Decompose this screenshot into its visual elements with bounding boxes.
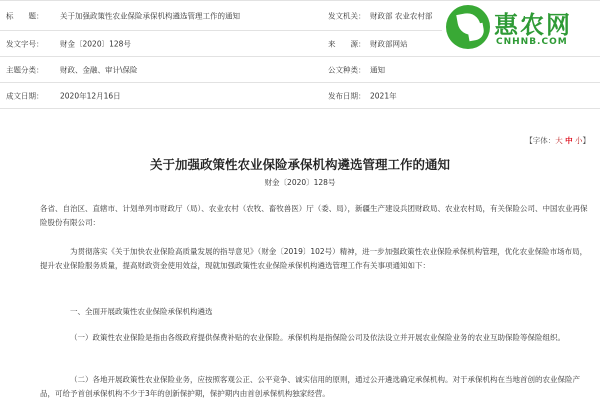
font-size-switcher bbox=[525, 135, 590, 146]
meta-label: 标 题： bbox=[6, 11, 44, 20]
leaf-icon bbox=[446, 5, 490, 49]
font-size-label: 【字体： bbox=[525, 136, 556, 145]
meta-row-dates bbox=[0, 83, 600, 109]
meta-label: 发文机关： bbox=[328, 11, 366, 20]
meta-label: 主题分类： bbox=[6, 65, 44, 74]
document-number: 财金〔2020〕128号 bbox=[264, 178, 336, 187]
meta-value-number: 财金〔2020〕128号 bbox=[60, 39, 131, 48]
logo-url: CNHNB.COM bbox=[496, 37, 568, 47]
meta-value-source: 财政部网站 bbox=[370, 39, 408, 48]
meta-label: 发布日期： bbox=[328, 91, 366, 100]
addressee-paragraph: 各省、自治区、直辖市、计划单列市财政厅（局）、农业农村（农牧、畜牧兽医）厅（委、局），新疆生产建设兵团财政局、农业农村局，有关保险公司、中国农业再保险股份有限公司： bbox=[40, 204, 588, 227]
cnhnb-logo bbox=[442, 2, 600, 52]
document-title: 关于加强政策性农业保险承保机构遴选管理工作的通知 bbox=[149, 157, 450, 172]
meta-value-category: 财政、金融、审计\保险 bbox=[60, 65, 138, 74]
meta-value-publish-date: 2021年 bbox=[370, 91, 397, 100]
meta-value-written-date: 2020年12月16日 bbox=[60, 91, 121, 100]
font-size-medium-link[interactable]: 中 bbox=[565, 136, 573, 145]
meta-label: 发文字号： bbox=[6, 39, 44, 48]
meta-value-issuer: 财政部 农业农村部 bbox=[370, 11, 433, 20]
logo-name: 惠农网 bbox=[494, 10, 572, 39]
meta-value-title: 关于加强政策性农业保险承保机构遴选管理工作的通知 bbox=[60, 11, 240, 20]
font-size-large-link[interactable]: 大 bbox=[555, 136, 563, 145]
intro-paragraph: 为贯彻落实《关于加快农业保险高质量发展的指导意见》（财金〔2019〕102号）精神，进一步加强政策性农业保险承保机构管理，优化农业保险市场布局，提升农业保险服务质量，提高财政资金使用效益，现就加强政策性农业保险承保机构遴选管理工作有关事项通知如下： bbox=[40, 247, 588, 270]
font-size-small-link[interactable]: 小 bbox=[575, 136, 583, 145]
section-heading: 一、全面开展政策性农业保险承保机构遴选 bbox=[70, 307, 213, 316]
body-paragraph: （二）各地开展政策性农业保险业务，应按照客观公正、公平竞争、诚实信用的原则，通过公开遴选确定承保机构。对于承保机构在当地首创的农业保险产品，可给予首创承保机构不少于3年的创新保护期，保护期内由首创承保机构独家经营。 bbox=[40, 375, 580, 398]
font-size-bracket: 】 bbox=[582, 136, 590, 145]
meta-label: 公文种类： bbox=[328, 65, 366, 74]
meta-label: 来 源： bbox=[328, 39, 366, 48]
meta-row-category bbox=[0, 57, 600, 83]
meta-value-type: 通知 bbox=[370, 65, 385, 74]
meta-label: 成文日期： bbox=[6, 91, 44, 100]
body-paragraph: （一）政策性农业保险是指由各级政府提供保费补贴的农业保险。承保机构是指保险公司及依法设立并开展农业保险业务的农业互助保险等保险组织。 bbox=[70, 333, 565, 342]
